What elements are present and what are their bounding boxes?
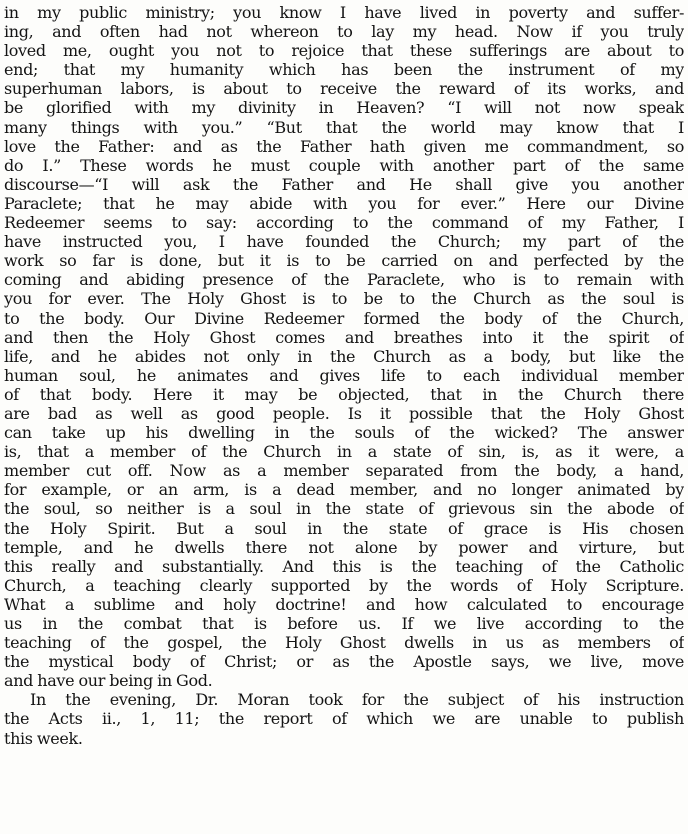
text-line: do I.” These words he must couple with another part of the same [4, 155, 684, 175]
text-line: temple, and he dwells there not alone by power and virture, but [4, 537, 684, 557]
text-line: the Acts ii., 1, 11; the report of which we are unable to publish [4, 709, 684, 729]
text-line: discourse—“I will ask the Father and He shall give you another [4, 174, 684, 194]
text-line: member cut off. Now as a member separated from the body, a hand, [4, 461, 684, 481]
text-line: be glorified with my divinity in Heaven? “I will not now speak [4, 98, 684, 118]
text-line: work so far is done, but it is to be carried on and perfected by the [4, 251, 684, 271]
text-line: coming and abiding presence of the Paraclete, who is to remain with [4, 270, 684, 290]
text-line: What a sublime and holy doctrine! and how calculated to encourage [4, 594, 684, 614]
text-line: many things with you.” “But that the world may know that I [4, 117, 684, 137]
text-line: this really and substantially. And this is the teaching of the Catholic [4, 556, 684, 576]
text-line: ing, and often had not whereon to lay my head. Now if you truly [4, 22, 684, 42]
text-line: for example, or an arm, is a dead member, and no longer animated by [4, 480, 684, 500]
text-line: this week. [4, 728, 83, 748]
text-line: teaching of the gospel, the Holy Ghost dwells in us as members of [4, 633, 684, 653]
text-line: is, that a member of the Church in a state of sin, is, as it were, a [4, 442, 684, 462]
text-line: life, and he abides not only in the Church as a body, but like the [4, 346, 684, 366]
text-line: Redeemer seems to say: according to the command of my Father, I [4, 213, 684, 233]
text-line: the mystical body of Christ; or as the Apostle says, we live, move [4, 652, 684, 672]
text-line: Paraclete; that he may abide with you for ever.” Here our Divine [4, 193, 684, 213]
text-line: loved me, ought you not to rejoice that these sufferings are about to [4, 41, 684, 61]
text-line: to the body. Our Divine Redeemer formed the body of the Church, [4, 308, 684, 328]
text-line: in my public ministry; you know I have lived in poverty and suffer- [4, 3, 684, 22]
text-line: end; that my humanity which has been the instrument of my [4, 60, 684, 80]
text-line: Church, a teaching clearly supported by the words of Holy Scripture. [4, 575, 684, 595]
article-text-column [4, 3, 684, 748]
text-line: and have our being in God. [4, 671, 213, 691]
text-line: the soul, so neither is a soul in the state of grievous sin the abode of [4, 499, 684, 519]
text-line: have instructed you, I have founded the Church; my part of the [4, 232, 684, 252]
text-line: us in the combat that is before us. If we live according to the [4, 614, 684, 633]
text-line: In the evening, Dr. Moran took for the subject of his instruction [30, 690, 684, 710]
text-line: you for ever. The Holy Ghost is to be to the Church as the soul is [4, 289, 684, 309]
text-line: can take up his dwelling in the souls of the wicked? The answer [4, 423, 684, 443]
text-line: of that body. Here it may be objected, that in the Church there [4, 384, 684, 404]
text-line: love the Father: and as the Father hath given me commandment, so [4, 136, 684, 156]
text-line: and then the Holy Ghost comes and breathes into it the spirit of [4, 327, 684, 347]
text-line: the Holy Spirit. But a soul in the state of grace is His chosen [4, 518, 684, 538]
text-line: are bad as well as good people. Is it possible that the Holy Ghost [4, 403, 684, 423]
text-line: human soul, he animates and gives life to each individual member [4, 365, 684, 385]
text-line: superhuman labors, is about to receive the reward of its works, and [4, 79, 684, 99]
